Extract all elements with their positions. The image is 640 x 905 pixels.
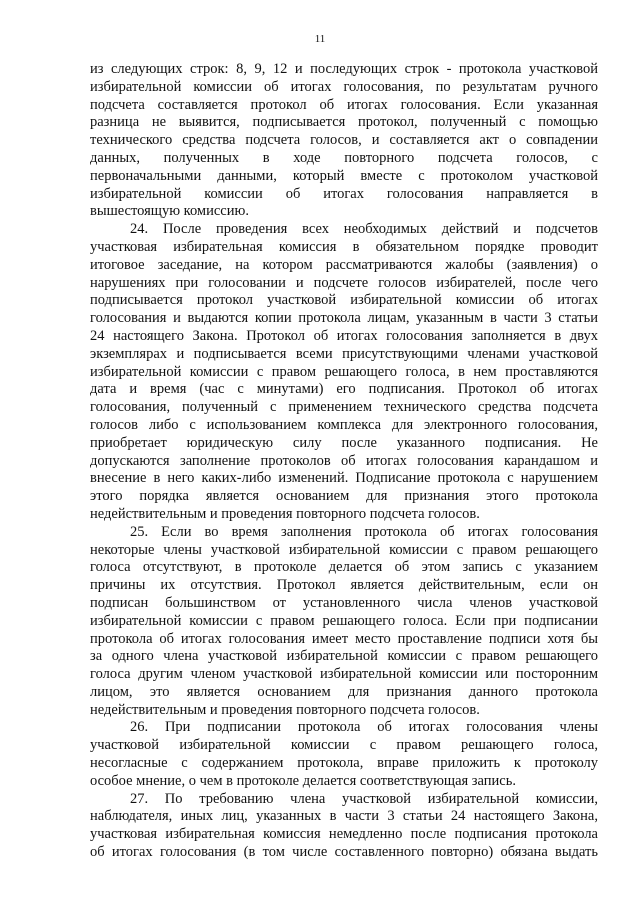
- text-line: первоначальными данными, который вместе с протоколом участковой: [90, 167, 598, 184]
- text-line: 24 настоящего Закона. Протокол об итогах голосования заполняется в двух: [90, 327, 598, 344]
- page-number: 11: [314, 33, 326, 45]
- text-line: особое мнение, о чем в протоколе делается соответствующая запись.: [90, 772, 516, 789]
- text-line: 24. После проведения всех необходимых действий и подсчетов: [130, 221, 598, 238]
- paragraph: [90, 524, 598, 720]
- text-line: за одного члена участковой избирательной комиссии с правом решающего: [90, 648, 598, 665]
- text-line: вышестоящую комиссию.: [90, 203, 249, 220]
- text-line: причины их отсутствия. Протокол является действительным, если он: [90, 577, 598, 594]
- text-line: нарушениях при голосовании и подсчете голосов избирателей, после чего: [90, 274, 598, 291]
- paragraph: [90, 719, 598, 790]
- text-line: подписывается протокол участковой избирательной комиссии об итогах: [90, 292, 598, 309]
- text-line: голоса другим членом участковой избирательной комиссии или посторонним: [90, 666, 598, 683]
- text-line: 27. По требованию члена участковой избирательной комиссии,: [130, 790, 598, 807]
- document-body: [90, 61, 598, 862]
- text-line: разница не выявится, подписывается протокол, полученный с помощью: [90, 114, 598, 131]
- text-line: несогласные с содержанием протокола, вправе приложить к протоколу: [90, 755, 598, 772]
- text-line: участковая избирательная комиссия в обязательном порядке проводит: [90, 238, 598, 255]
- text-line: протокола об итогах голосования имеет место проставление подписи хотя бы: [90, 630, 598, 647]
- text-line: внесение в него каких-либо изменений. Подписание протокола с нарушением: [90, 470, 598, 487]
- text-line: экземплярах и подписывается всеми присутствующими членами участковой: [90, 345, 598, 362]
- text-line: голосования и выдаются копии протокола лицам, указанным в части 3 статьи: [90, 310, 598, 327]
- text-line: подписан большинством от установленного числа членов участковой: [90, 594, 598, 611]
- text-line: избирательной комиссии об итогах голосования, по результатам ручного: [90, 78, 598, 95]
- text-line: 25. Если во время заполнения протокола об итогах голосования: [130, 523, 598, 540]
- text-line: участковой избирательной комиссии с правом решающего голоса,: [90, 737, 598, 754]
- text-line: 26. При подписании протокола об итогах голосования члены: [130, 719, 598, 736]
- text-line: об итогах голосования (в том числе составленного повторно) обязана выдать: [90, 844, 598, 861]
- text-line: недействительным и проведения повторного подсчета голосов.: [90, 701, 480, 718]
- text-line: голосов либо с использованием комплекса для электронного голосования,: [90, 416, 598, 433]
- text-line: некоторые члены участковой избирательной комиссии с правом решающего: [90, 541, 598, 558]
- text-line: приобретает юридическую силу после указанного подписания. Не: [90, 434, 598, 451]
- text-line: голоса отсутствуют, в протоколе делается об этом запись с указанием: [90, 559, 598, 576]
- text-line: итоговое заседание, на котором рассматриваются жалобы (заявления) о: [90, 256, 598, 273]
- paragraph: [90, 61, 598, 221]
- text-line: избирательной комиссии об итогах голосования направляется в: [90, 185, 598, 202]
- text-line: избирательной комиссии с правом решающего голоса. Если при подписании: [90, 612, 598, 629]
- text-line: наблюдателя, иных лиц, указанных в части 3 статьи 24 настоящего Закона,: [90, 808, 598, 825]
- paragraph: [90, 791, 598, 862]
- paragraph: [90, 221, 598, 524]
- text-line: голосования, полученный с применением технического средства подсчета: [90, 399, 598, 416]
- text-line: данных, полученных в ходе повторного подсчета голосов, с: [90, 149, 598, 166]
- text-line: дата и время (час с минутами) его подписания. Протокол об итогах: [90, 381, 598, 398]
- text-line: подсчета составляется протокол об итогах голосования. Если указанная: [90, 96, 598, 113]
- text-line: технического средства подсчета голосов, и составляется акт о совпадении: [90, 132, 598, 149]
- text-line: допускаются заполнение протоколов об итогах голосования карандашом и: [90, 452, 598, 469]
- text-line: недействительным и проведения повторного подсчета голосов.: [90, 505, 480, 522]
- text-line: участковая избирательная комиссия немедленно после подписания протокола: [90, 826, 598, 843]
- text-line: лицом, это является основанием для признания данного протокола: [90, 683, 598, 700]
- text-line: этого порядка является основанием для признания этого протокола: [90, 488, 598, 505]
- text-line: из следующих строк: 8, 9, 12 и последующих строк - протокола участковой: [90, 61, 598, 77]
- text-line: избирательной комиссии с правом решающего голоса, в нем проставляются: [90, 363, 598, 380]
